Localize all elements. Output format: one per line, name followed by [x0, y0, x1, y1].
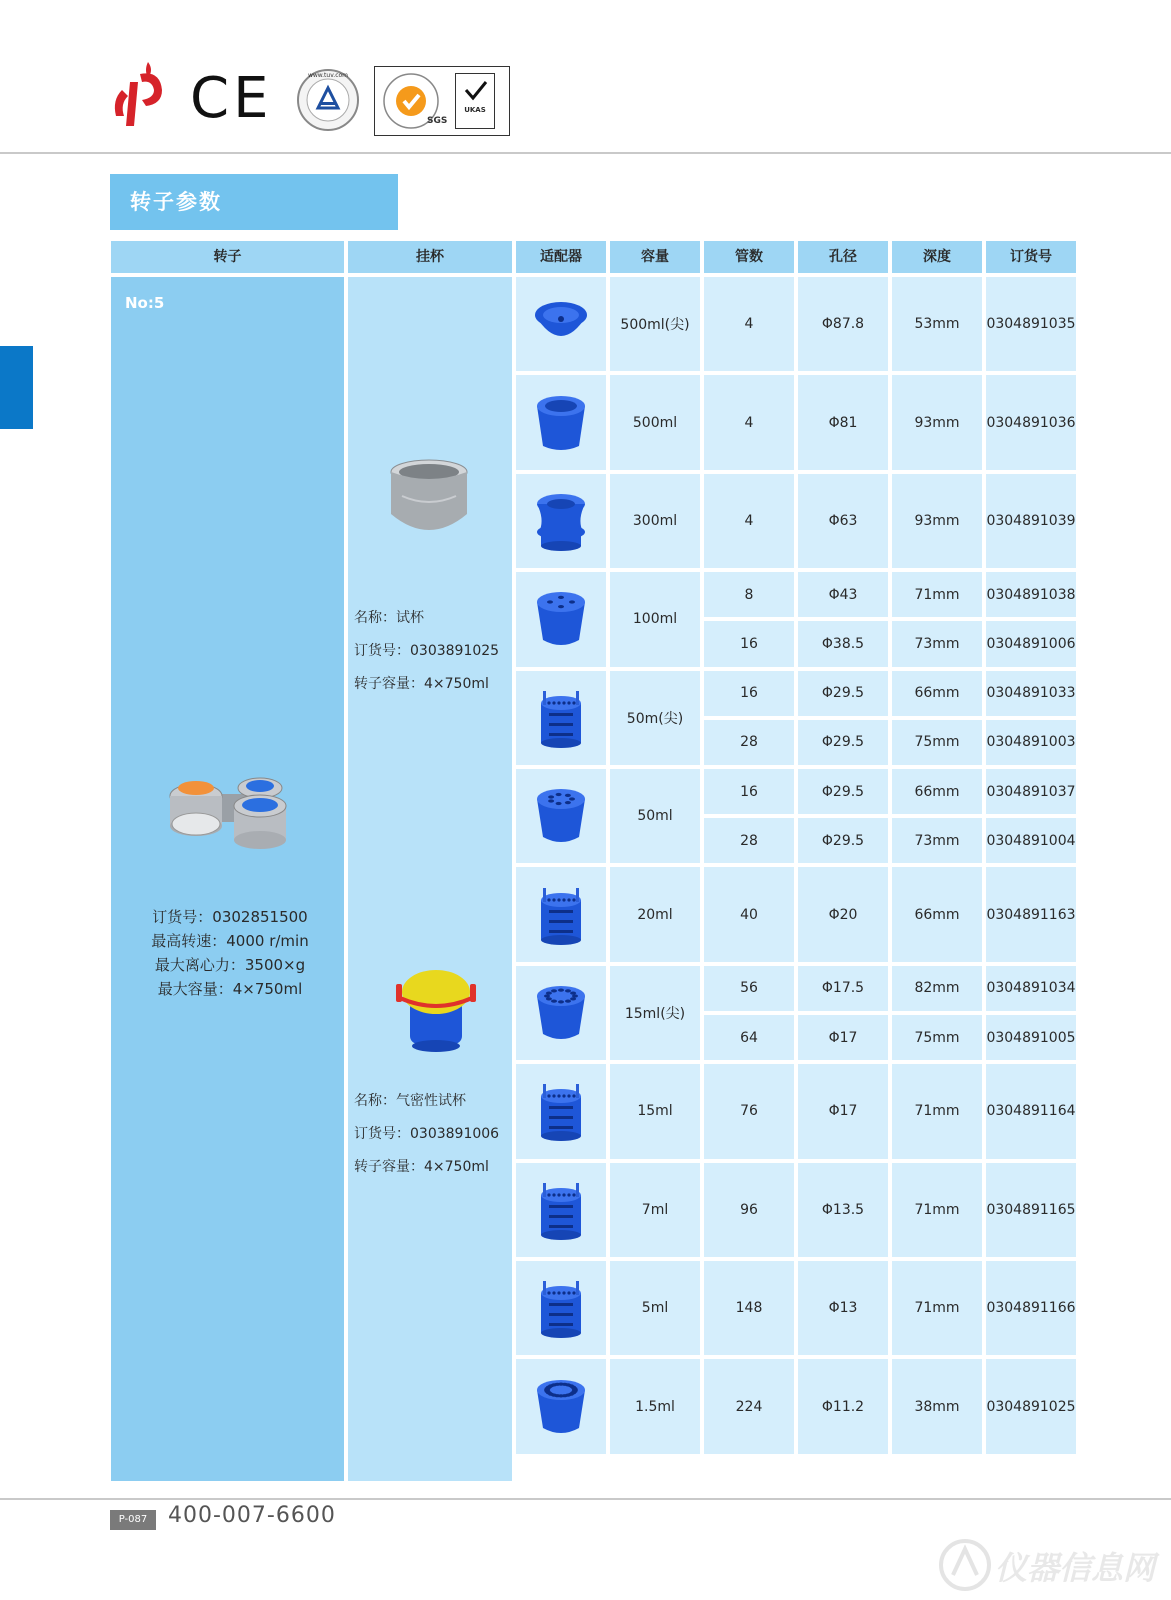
order-cell: 0304891164: [986, 1064, 1076, 1158]
bore-cell: Φ87.8: [798, 277, 888, 371]
tubes-cell: 28: [704, 720, 794, 765]
depth-cell: 66mm: [892, 671, 982, 716]
section-title: 转子参数: [110, 174, 398, 230]
bore-cell: Φ81: [798, 375, 888, 469]
rotor-info: [120, 905, 340, 1001]
adapter-holes4-icon: [531, 588, 591, 650]
order-cell: 0304891038: [986, 572, 1076, 617]
bore-cell: Φ43: [798, 572, 888, 617]
bucket-cup-order: 订货号：0303891025: [354, 643, 500, 659]
adapter-cell: [516, 474, 606, 568]
rotor-column: [111, 277, 344, 1481]
capacity-cell: 50ml: [610, 769, 700, 863]
adapter-cell: [516, 1261, 606, 1355]
adapter-holes24-icon: [531, 1376, 591, 1438]
rotor-order-no: 订货号：0302851500: [152, 908, 308, 926]
col-header-bucket: 挂杯: [348, 241, 512, 273]
bore-cell: Φ29.5: [798, 769, 888, 814]
bore-cell: Φ13: [798, 1261, 888, 1355]
watermark-text: 仪器信息网: [995, 1549, 1156, 1587]
bore-cell: Φ38.5: [798, 621, 888, 666]
adapter-cell: [516, 966, 606, 1060]
bore-cell: Φ20: [798, 867, 888, 961]
header-divider: [0, 152, 1171, 154]
adapter-rack-icon: [531, 1179, 591, 1241]
bore-cell: Φ63: [798, 474, 888, 568]
tubes-cell: 8: [704, 572, 794, 617]
adapter-cell: [516, 867, 606, 961]
capacity-cell: 1.5ml: [610, 1359, 700, 1453]
order-cell: 0304891039: [986, 474, 1076, 568]
depth-cell: 75mm: [892, 1015, 982, 1060]
capacity-cell: 500ml: [610, 375, 700, 469]
order-cell: 0304891003: [986, 720, 1076, 765]
capacity-cell: 50m(尖): [610, 671, 700, 765]
order-cell: 0304891036: [986, 375, 1076, 469]
adapter-rack-icon: [531, 1277, 591, 1339]
bucket-cup-image: [384, 456, 474, 548]
order-cell: 0304891166: [986, 1261, 1076, 1355]
adapter-cup-icon: [531, 392, 591, 454]
bore-cell: Φ11.2: [798, 1359, 888, 1453]
order-cell: 0304891165: [986, 1163, 1076, 1257]
adapter-cell: [516, 1359, 606, 1453]
side-tab-marker: [0, 346, 33, 429]
phone-number: 400-007-6600: [168, 1503, 336, 1528]
tubes-cell: 148: [704, 1261, 794, 1355]
watermark-icon: [935, 1535, 995, 1593]
red-certification-logo: [108, 60, 166, 132]
col-header-order: 订货号: [986, 241, 1076, 273]
bore-cell: Φ17: [798, 1015, 888, 1060]
depth-cell: 38mm: [892, 1359, 982, 1453]
order-cell: 0304891033: [986, 671, 1076, 716]
capacity-cell: 500ml(尖): [610, 277, 700, 371]
adapter-cone-icon: [531, 293, 591, 355]
order-cell: 0304891004: [986, 818, 1076, 863]
bucket-sealed-name: 名称：气密性试杯: [354, 1093, 466, 1109]
col-header-rotor: 转子: [111, 241, 344, 273]
col-header-bore: 孔径: [798, 241, 888, 273]
depth-cell: 75mm: [892, 720, 982, 765]
bore-cell: Φ13.5: [798, 1163, 888, 1257]
footer-divider: [0, 1498, 1171, 1500]
tubes-cell: 64: [704, 1015, 794, 1060]
adapter-cell: [516, 375, 606, 469]
bore-cell: Φ17: [798, 1064, 888, 1158]
depth-cell: 71mm: [892, 572, 982, 617]
rotor-max-capacity: 最大容量：4×750ml: [157, 980, 303, 998]
bucket-sealed-capacity: 转子容量：4×750ml: [354, 1159, 489, 1175]
watermark-logo: [935, 1535, 1165, 1593]
depth-cell: 71mm: [892, 1261, 982, 1355]
adapter-holes7-icon: [531, 785, 591, 847]
capacity-cell: 20ml: [610, 867, 700, 961]
bore-cell: Φ17.5: [798, 966, 888, 1011]
depth-cell: 93mm: [892, 375, 982, 469]
depth-cell: 73mm: [892, 621, 982, 666]
sgs-seal-icon: [381, 71, 448, 131]
capacity-cell: 5ml: [610, 1261, 700, 1355]
adapter-holes12-icon: [531, 982, 591, 1044]
capacity-cell: 300ml: [610, 474, 700, 568]
capacity-cell: 15ml(尖): [610, 966, 700, 1060]
ce-mark-logo: CE: [190, 66, 273, 131]
adapter-cell: [516, 671, 606, 765]
adapter-rack-icon: [531, 687, 591, 749]
rotor-number: No:5: [125, 294, 165, 312]
depth-cell: 82mm: [892, 966, 982, 1011]
order-cell: 0304891034: [986, 966, 1076, 1011]
depth-cell: 71mm: [892, 1064, 982, 1158]
depth-cell: 53mm: [892, 277, 982, 371]
tuv-certification-logo: [296, 68, 360, 132]
order-cell: 0304891163: [986, 867, 1076, 961]
ukas-seal-icon: UKAS: [455, 73, 495, 129]
sgs-ukas-certification-box: [374, 66, 510, 136]
capacity-cell: 7ml: [610, 1163, 700, 1257]
capacity-cell: 15ml: [610, 1064, 700, 1158]
tubes-cell: 16: [704, 769, 794, 814]
tubes-cell: 4: [704, 375, 794, 469]
order-cell: 0304891006: [986, 621, 1076, 666]
tubes-cell: 4: [704, 277, 794, 371]
tubes-cell: 224: [704, 1359, 794, 1453]
tubes-cell: 56: [704, 966, 794, 1011]
rotor-max-speed: 最高转速：4000 r/min: [151, 932, 309, 950]
adapter-hourglass-icon: [531, 490, 591, 552]
order-cell: 0304891037: [986, 769, 1076, 814]
adapter-rack-icon: [531, 884, 591, 946]
depth-cell: 66mm: [892, 867, 982, 961]
tubes-cell: 16: [704, 621, 794, 666]
bucket-sealed-order: 订货号：0303891006: [354, 1126, 500, 1142]
depth-cell: 71mm: [892, 1163, 982, 1257]
adapter-cell: [516, 1064, 606, 1158]
depth-cell: 93mm: [892, 474, 982, 568]
adapter-cell: [516, 769, 606, 863]
capacity-cell: 100ml: [610, 572, 700, 666]
bucket-info-sealed: [354, 1085, 514, 1184]
rotor-max-rcf: 最大离心力：3500×g: [154, 956, 306, 974]
svg-text:SGS: SGS: [427, 116, 448, 126]
tubes-cell: 76: [704, 1064, 794, 1158]
adapter-cell: [516, 1163, 606, 1257]
order-cell: 0304891005: [986, 1015, 1076, 1060]
svg-text:www.tuv.com: www.tuv.com: [307, 72, 349, 79]
col-header-depth: 深度: [892, 241, 982, 273]
order-cell: 0304891035: [986, 277, 1076, 371]
depth-cell: 73mm: [892, 818, 982, 863]
page-number-badge: P-087: [110, 1510, 156, 1530]
order-cell: 0304891025: [986, 1359, 1076, 1453]
tubes-cell: 4: [704, 474, 794, 568]
col-header-capacity: 容量: [610, 241, 700, 273]
bucket-info-cup: [354, 602, 514, 701]
bore-cell: Φ29.5: [798, 818, 888, 863]
tubes-cell: 16: [704, 671, 794, 716]
tubes-cell: 28: [704, 818, 794, 863]
rotor-image: [162, 766, 294, 856]
adapter-rack-icon: [531, 1080, 591, 1142]
sealed-bucket-image: [394, 962, 478, 1054]
adapter-cell: [516, 572, 606, 666]
bore-cell: Φ29.5: [798, 671, 888, 716]
col-header-adapter: 适配器: [516, 241, 606, 273]
bucket-cup-name: 名称：试杯: [354, 610, 424, 626]
col-header-tubes: 管数: [704, 241, 794, 273]
tubes-cell: 96: [704, 1163, 794, 1257]
adapter-cell: [516, 277, 606, 371]
tubes-cell: 40: [704, 867, 794, 961]
bucket-cup-capacity: 转子容量：4×750ml: [354, 676, 489, 692]
depth-cell: 66mm: [892, 769, 982, 814]
bore-cell: Φ29.5: [798, 720, 888, 765]
